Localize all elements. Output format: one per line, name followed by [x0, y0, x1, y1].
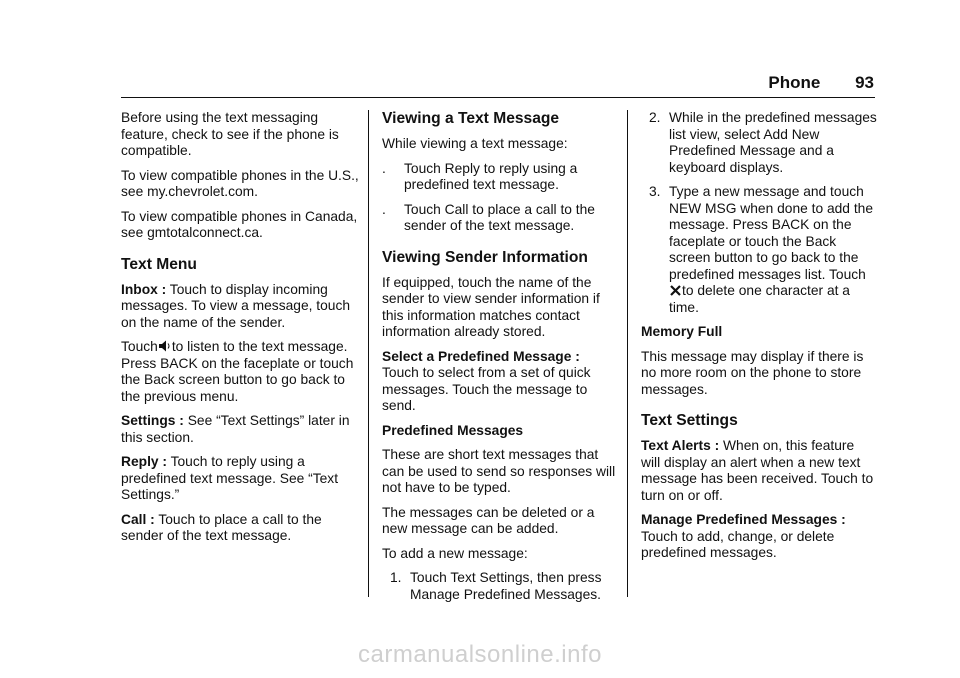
call-label: Call : — [121, 511, 155, 527]
memory-full-subheading: Memory Full — [641, 324, 723, 339]
step-text-tail: to delete one character at a time. — [669, 283, 850, 315]
step-text: Touch Text Settings, then press Manage Predefined Messages. — [410, 570, 602, 602]
reply-paragraph — [121, 454, 361, 504]
canada-phones-paragraph: To view compatible phones in Canada, see gmtotalconnect.ca. — [121, 208, 358, 240]
predefined-paragraph-1: These are short text messages that can be used to send so responses will not have to be typed. — [382, 447, 616, 495]
select-label: Select a Predefined Message : — [382, 348, 580, 364]
sender-paragraph: If equipped, touch the name of the sender to view sender information if this information matches contact information already stored. — [382, 274, 600, 339]
while-viewing-paragraph: While viewing a text message: — [382, 136, 568, 151]
settings-paragraph — [121, 413, 361, 446]
column-divider-1 — [368, 110, 369, 597]
intro-paragraph: Before using the text messaging feature, check to see if the phone is compatible. — [121, 110, 339, 158]
bullet-mark: . — [382, 160, 386, 176]
call-paragraph — [121, 512, 361, 545]
predefined-paragraph-2: The messages can be deleted or a new message can be added. — [382, 504, 595, 536]
bullet-item — [382, 161, 620, 194]
page-number: 93 — [855, 73, 874, 92]
column-2 — [382, 110, 620, 611]
text-alerts-text: When on, this feature will display an alert when a new text message has been received. Touch to turn on or off. — [641, 438, 874, 503]
reply-text: Touch to reply using a predefined text message. See “Text Settings.” — [121, 454, 339, 502]
step-3 — [641, 184, 877, 316]
step-text: Type a new message and touch NEW MSG when done to add the message. Press BACK on the faceplate or touch the Back screen button to go back to the predefined messages list. Touch — [669, 184, 873, 282]
inbox-label: Inbox : — [121, 281, 167, 297]
section-title: Phone — [768, 73, 821, 92]
listen-text: to listen to the text message. Press BACK on the faceplate or touch the Back screen button to go back to the previous menu. — [121, 339, 354, 404]
text-menu-heading: Text Menu — [121, 255, 197, 273]
text-alerts-label: Text Alerts : — [641, 438, 720, 453]
inbox-touch-paragraph — [121, 339, 361, 405]
bullet-mark: . — [382, 201, 386, 217]
column-1 — [121, 110, 361, 553]
step-number: 3. — [649, 184, 661, 199]
manage-paragraph — [641, 512, 877, 562]
step-2 — [641, 110, 877, 176]
step-number: 1. — [390, 570, 402, 585]
delete-x-icon — [669, 284, 682, 297]
column-3 — [641, 110, 877, 570]
predefined-subheading: Predefined Messages — [382, 422, 524, 438]
reply-label: Reply : — [121, 454, 167, 469]
text-settings-heading: Text Settings — [641, 412, 738, 429]
settings-label: Settings : — [121, 413, 184, 428]
sender-heading: Viewing Sender Information — [382, 248, 588, 266]
bullet-text: Touch Call to place a call to the sender of the text message. — [404, 201, 595, 233]
step-number: 2. — [649, 110, 661, 125]
bullet-item — [382, 202, 620, 235]
header-rule — [121, 97, 875, 98]
manage-label: Manage Predefined Messages : — [641, 512, 846, 527]
inbox-paragraph — [121, 282, 361, 332]
inbox-text: Touch to display incoming messages. To view a message, touch on the name of the sender. — [121, 281, 351, 330]
touch-text: Touch — [121, 339, 158, 354]
watermark: carmanualsonline.info — [358, 641, 602, 668]
step-text: While in the predefined messages list view, select Add New Predefined Message and a keyboard displays. — [669, 110, 877, 175]
text-alerts-paragraph — [641, 438, 877, 504]
settings-text: See “Text Settings” later in this section. — [121, 413, 350, 445]
select-text: Touch to select from a set of quick messages. Touch the message to send. — [382, 365, 591, 413]
select-paragraph — [382, 349, 620, 415]
step-1 — [382, 570, 620, 603]
memory-full-paragraph: This message may display if there is no more room on the phone to store messages. — [641, 348, 864, 397]
manage-text: Touch to add, change, or delete predefined messages. — [641, 528, 835, 560]
bullet-text: Touch Reply to reply using a predefined text message. — [404, 160, 578, 192]
us-phones-paragraph: To view compatible phones in the U.S., see my.chevrolet.com. — [121, 167, 359, 199]
to-add-paragraph: To add a new message: — [382, 545, 528, 561]
page-header — [768, 73, 874, 93]
speaker-icon — [158, 339, 172, 353]
column-divider-2 — [627, 110, 628, 597]
call-text: Touch to place a call to the sender of the text message. — [121, 511, 322, 543]
viewing-heading: Viewing a Text Message — [382, 110, 560, 127]
